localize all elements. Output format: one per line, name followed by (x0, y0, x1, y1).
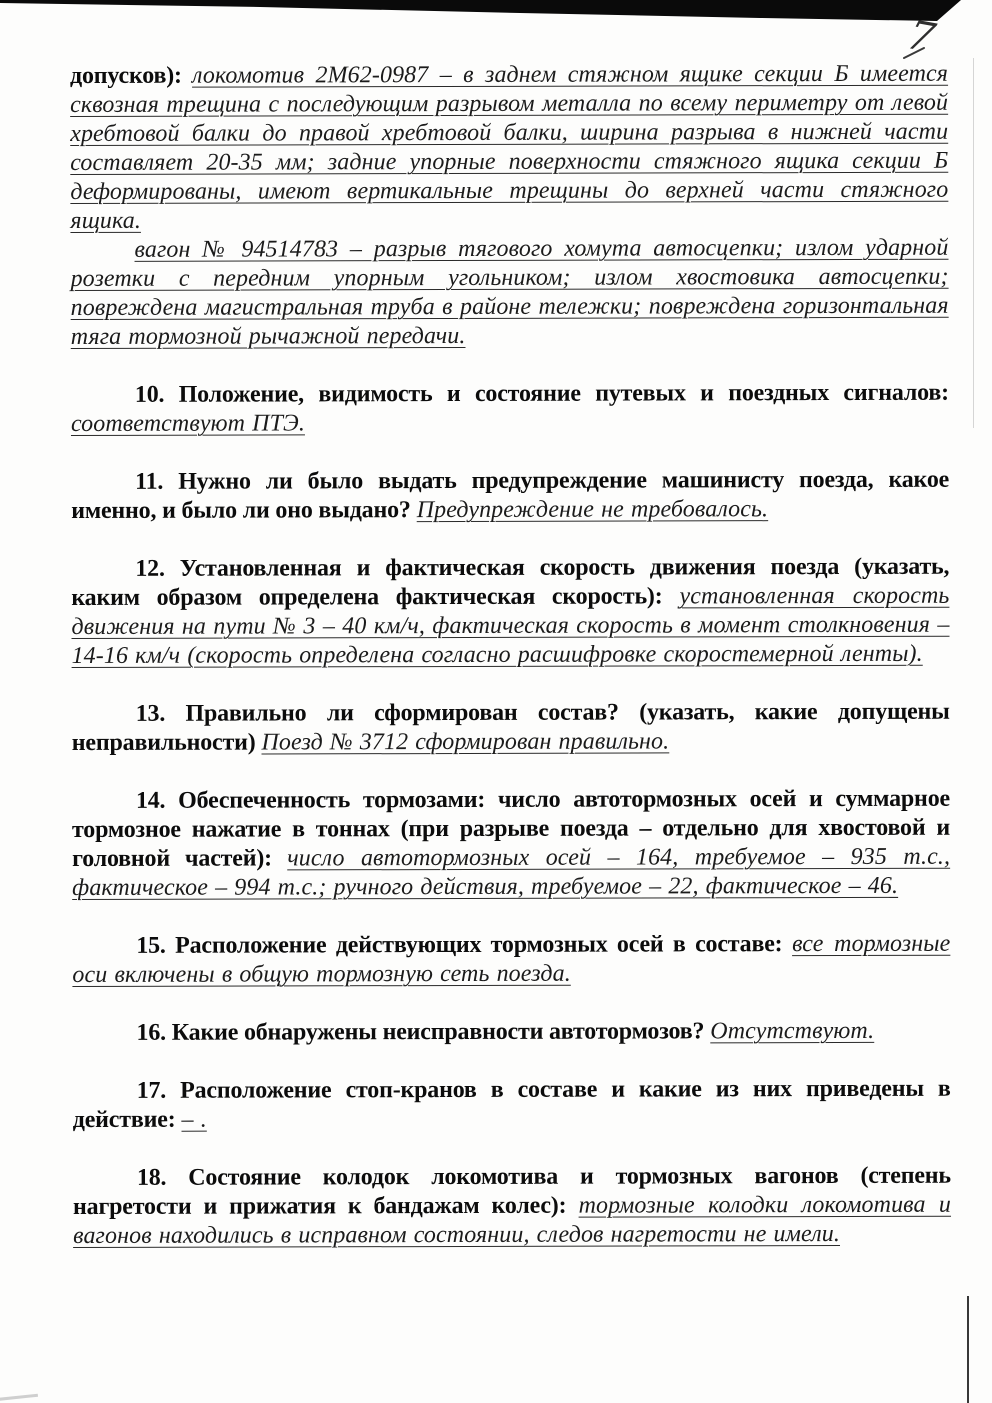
question-text: 11. Нужно ли было выдать предупреждение машинисту поезда, какое именно, и было ли оно выдано? (71, 466, 950, 524)
paragraph-question-10 (71, 379, 949, 439)
report-body (70, 60, 951, 1251)
paragraph-question-14 (72, 785, 950, 903)
scan-edge-artifact-right-dark (967, 1296, 969, 1403)
answer-text: – . (181, 1106, 207, 1133)
continuation-lead-label: допусков): (70, 62, 182, 89)
answer-text: число автотормозных осей – 164, требуемое – 935 т.с., фактическое – 994 т.с.; ручного действия, требуемое – 22, фактическое – 46. (72, 843, 951, 901)
paragraph-question-13 (72, 698, 950, 758)
question-text: 16. Какие обнаружены неисправности автотормозов? (136, 1018, 705, 1046)
answer-text: тормозные колодки локомотива и вагонов находились в исправном состоянии, следов нагретости не имели. (73, 1191, 952, 1249)
answer-text: Предупреждение не требовалось. (416, 496, 769, 524)
paragraph-question-17 (73, 1075, 951, 1135)
paragraph-question-12 (71, 553, 949, 671)
question-text: 14. Обеспеченность тормозами: число автотормозных осей и суммарное тормозное нажатие в тоннах (при разрыве поезда – отдельно для хвостовой и головной частей): (71, 785, 951, 872)
question-text: 15. Расположение действующих тормозных осей в составе: (136, 931, 783, 959)
scan-edge-artifact-right-faint (973, 58, 974, 428)
paragraph-wagon-damage (70, 234, 948, 352)
answer-text: установленная скорость движения на пути № 3 – 40 км/ч, фактическая скорость в момент столкновения – 14-16 км/ч (скорость определена согласно расшифровке скоростемерной ленты). (71, 582, 950, 669)
paragraph-question-15 (72, 930, 950, 990)
answer-text: вагон № 94514783 – разрыв тягового хомута автосцепки; излом ударной розетки с передним упорным угольником; излом хвостовика автосцепки; повреждена магистральная труба в районе тележки; повреждена горизонтальная тяга тормозной рычажной передачи. (70, 234, 949, 350)
question-text: 10. Положение, видимость и состояние путевых и поездных сигналов: (134, 379, 949, 408)
page-number-digit: 7 (901, 12, 940, 62)
scan-edge-artifact-top (0, 0, 992, 26)
paragraph-question-18 (73, 1162, 951, 1251)
question-text: 12. Установленная и фактическая скорость движения поезда (указать, каким образом определена фактическая скорость): (71, 553, 950, 611)
answer-text: локомотив 2М62-0987 – в заднем стяжном ящике секции Б имеется сквозная трещина с последующим разрывом металла по всему периметру от левой хребтовой балки до правой хребтовой балки, ширина разрыва в нижней части составляет 20-35 мм; задние упорные поверхности стяжного ящика секции Б деформированы, имеют вертикальные трещины до верхней части стяжного ящика. (70, 60, 949, 234)
paragraph-continuation-locomotive-damage (70, 60, 948, 236)
answer-text: Отсутствуют. (710, 1017, 875, 1045)
paragraph-question-11 (71, 466, 949, 526)
paragraph-question-16 (73, 1017, 951, 1048)
answer-text: Поезд № 3712 сформирован правильно. (261, 728, 670, 756)
question-text: 17. Расположение стоп-кранов в составе и какие из них приведены в действие: (72, 1075, 951, 1133)
question-text: 13. Правильно ли сформирован состав? (указать, какие допущены неправильности) (71, 698, 950, 756)
answer-text: соответствуют ПТЭ. (70, 410, 305, 437)
answer-text: все тормозные оси включены в общую тормозную сеть поезда. (72, 930, 951, 988)
scan-corner-smudge (0, 1394, 38, 1402)
question-text: 18. Состояние колодок локомотива и тормозных вагонов (степень нагретости и прижатия к бандажам колес): (72, 1162, 951, 1220)
